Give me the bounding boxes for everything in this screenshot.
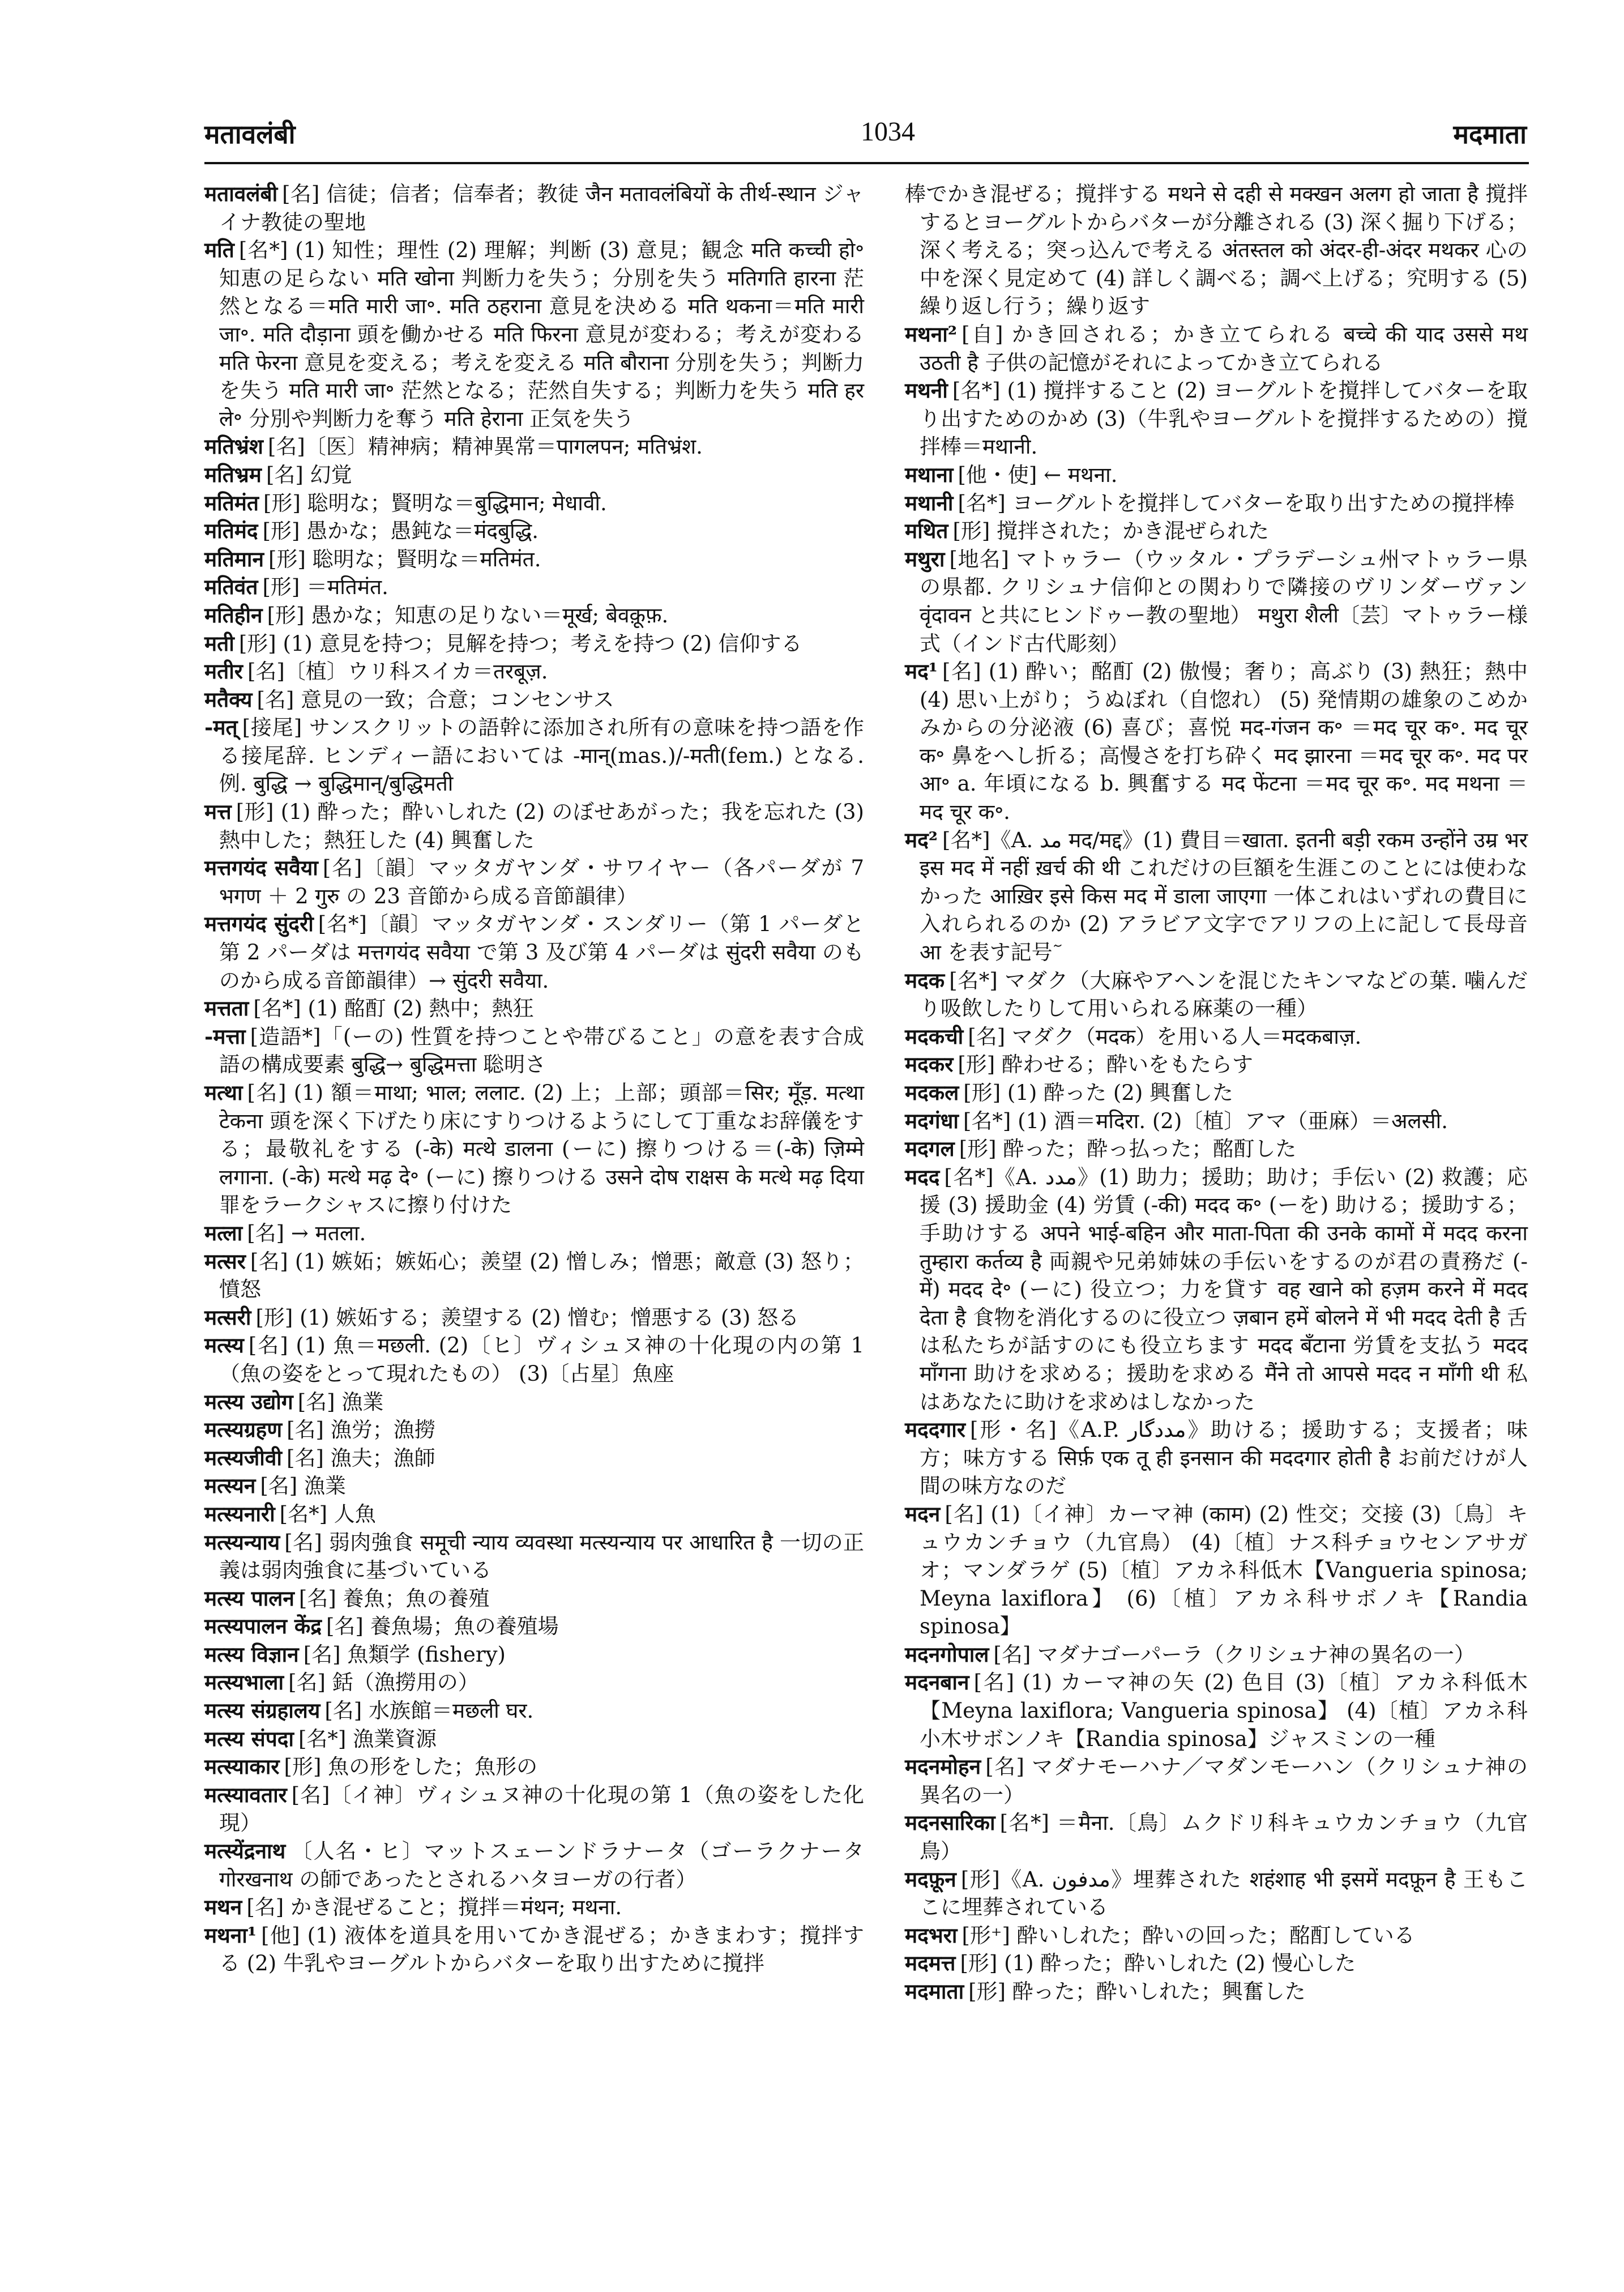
dictionary-entry: [905, 1866, 1528, 1922]
definition: [名]〔医〕精神病；精神異常＝पागलपन; मतिभ्रंश.: [267, 434, 703, 459]
headword: मदभरा: [905, 1922, 958, 1948]
dictionary-entry: [905, 1753, 1528, 1809]
definition: [名] (1) 酔い；酩酊 (2) 傲慢；奢り；高ぶり (3) 熱狂；熱中 (4) 思い上がり；うぬぼれ（自惚れ） (5) 発情期の雄象のこめかみからの分泌液 (6) 喜び；喜悦 मद-गंजन क॰ ＝मद चूर क॰. मद चूर क॰ 鼻をへし折る；高慢さを打ち砕く मद झारना ＝मद चूर क॰. मद पर आ॰ a. 年頃になる b. 興奮する मद फेंटना ＝मद चूर क॰. मद मथना ＝मद चूर क॰.: [920, 659, 1528, 825]
definition: [名] 漁労；漁撈: [287, 1418, 435, 1442]
definition: [名] 信徒；信者；信奉者；教徒 जैन मतावलंबियों के तीर्थ-स्थान ジャイナ教徒の聖地: [219, 182, 864, 234]
header-guide-word-right: मदमाता: [1453, 119, 1527, 150]
dictionary-entry: [204, 1529, 864, 1585]
dictionary-entry: [905, 1163, 1528, 1416]
dictionary-entry: [204, 517, 864, 545]
headword: मदगल: [905, 1136, 955, 1162]
dictionary-entry: [905, 321, 1528, 377]
definition: [名] (1) 額＝माथा; भाल; ललाट. (2) 上；上部；頭部＝सिर; मूँड़. मत्था टेकना 頭を深く下げたり床にすりつけるようにして丁重なお辞儀をする；最敬礼をする (-के) मत्थे डालना (ーに) 擦りつける＝(-के) ज़िम्मे लगाना. (-के) मत्थे मढ़ दे॰ (ーに) 擦りつける उसने दोष राक्षस के मत्थे मढ़ दिया 罪をラークシャスに擦り付けた: [219, 1081, 864, 1218]
dictionary-entry: [204, 1023, 864, 1079]
headword: मत्सरी: [204, 1304, 251, 1330]
dictionary-entry: [905, 1051, 1528, 1079]
headword: मद¹: [905, 659, 938, 684]
headword: मत्ला: [204, 1220, 243, 1245]
dictionary-entry: [204, 910, 864, 995]
definition: [名] (1) 魚＝मछली. (2)〔ヒ〕ヴィシュヌ神の十化現の内の第 1（魚の姿をとって現れたもの） (3)〔占星〕魚座: [219, 1333, 864, 1386]
dictionary-entry: [905, 517, 1528, 545]
headword: मत्था: [204, 1080, 243, 1105]
definition: [形]《A. مدفون》埋葬された शहंशाह भी इसमें मदफ़ून है 王もここに埋葬されている: [920, 1867, 1528, 1920]
definition: [形・名]《A.P. مددگار》助ける；援助する；支援者；味方；味方する सिर्फ़ एक तू ही इनसान की मददगार होती है お前だけが人間の味方なのだ: [920, 1418, 1528, 1499]
definition: [形] 聡明な；賢明な＝मतिमंत.: [268, 547, 541, 571]
definition: [形] 撹拌された；かき混ぜられた: [952, 519, 1270, 544]
headword: मतिवंत: [204, 574, 258, 600]
headword: मदनमोहन: [905, 1754, 981, 1779]
headword: मत्तगयंद सुंदरी: [204, 911, 314, 937]
dictionary-entry: [204, 180, 864, 236]
definition: [名] → मतला.: [247, 1220, 366, 1245]
dictionary-entry: [905, 1641, 1528, 1669]
left-column: [204, 180, 864, 1978]
headword: मददगार: [905, 1417, 965, 1442]
definition: [名*]〔韻〕マッタガヤンダ・スンダリー（第 1 パーダと第 2 パーダは मत्तगयंद सवैया で第 3 及び第 4 パーダは सुंदरी सवैया のものから成る音節韻律）→ सुंदरी सवैया.: [219, 912, 864, 993]
headword: मतीर: [204, 659, 243, 684]
dictionary-entry: [905, 1500, 1528, 1641]
headword: मथना²: [905, 321, 958, 347]
dictionary-entry: [204, 995, 864, 1023]
headword: मतिभ्रंश: [204, 434, 263, 459]
header-rule: [204, 162, 1529, 164]
definition: [形] (1) 酔った (2) 興奮した: [963, 1081, 1234, 1105]
definition: [名*] (1) 酩酊 (2) 熱中；熱狂: [253, 996, 534, 1021]
headword: मथनी: [905, 378, 948, 403]
headword: मत्सर: [204, 1248, 246, 1274]
headword: मत्स्य उद्योग: [204, 1389, 293, 1414]
page-number: 1034: [861, 117, 915, 147]
definition: [名] 意見の一致；合意；コンセンサス: [257, 687, 614, 712]
dictionary-entry: [204, 1416, 864, 1444]
definition: [名*] 漁業資源: [298, 1726, 437, 1751]
dictionary-entry: [204, 1725, 864, 1753]
dictionary-entry: [204, 1668, 864, 1697]
definition: [名] 養魚；魚の養殖: [298, 1586, 490, 1611]
dictionary-entry: [905, 967, 1528, 1023]
definition: [名] 幻覚: [266, 462, 352, 487]
headword: मदनगोपाल: [905, 1641, 989, 1667]
definition: 〔人名・ヒ〕マットスェーンドラナータ（ゴーラクナータ गोरखनाथ の師であったとされるハタヨーガの行者）: [219, 1839, 864, 1892]
headword: मत्स्य संपदा: [204, 1726, 294, 1751]
headword: मतिमंत: [204, 490, 259, 515]
headword: मत्स्य विज्ञान: [204, 1641, 299, 1667]
definition: [名] マダナゴーパーラ（クリシュナ神の異名の一）: [993, 1642, 1475, 1667]
headword: मत्स्यपालन केंद्र: [204, 1614, 322, 1639]
dictionary-entry: [905, 180, 1528, 321]
definition: [名]〔韻〕マッタガヤンダ・サワイヤー（各パーダが 7 भगण ＋ 2 गुरु の 23 音節から成る音節韻律）: [219, 856, 865, 908]
headword: मदनसारिका: [905, 1810, 995, 1836]
definition: [名] 銛（漁撈用の）: [288, 1670, 479, 1695]
dictionary-entry: [905, 545, 1528, 658]
dictionary-entry: [204, 686, 864, 714]
definition: [形] (1) 意見を持つ；見解を持つ；考えを持つ (2) 信仰する: [238, 631, 802, 656]
headword: मथानी: [905, 490, 954, 515]
headword: मतिमंद: [204, 518, 258, 544]
definition: [接尾] サンスクリットの語幹に添加され所有の意味を持つ語を作る接尾辞. ヒンディー語においては -मान्(mas.)/-मती(fem.) となる. 例. बुद्धि → बुद्धिमान्/बुद्धिमती: [219, 715, 864, 796]
headword: मत्स्येंद्रनाथ: [204, 1838, 286, 1864]
dictionary-entry: [204, 658, 864, 686]
dictionary-entry: [204, 854, 864, 910]
dictionary-entry: [204, 1612, 864, 1641]
headword: मत्तता: [204, 996, 249, 1021]
definition: [形] 愚かな；愚鈍な＝मंदबुद्धि.: [262, 519, 539, 544]
headword: मत्स्याकार: [204, 1754, 280, 1779]
definition: [形] 酔った；酔っ払った；酩酊した: [959, 1137, 1297, 1162]
headword: मथुरा: [905, 546, 945, 571]
headword: मत्स्य: [204, 1333, 244, 1358]
headword: मत्स्यग्रहण: [204, 1417, 283, 1442]
dictionary-entry: [204, 545, 864, 574]
headword: मत्स्य संग्रहालय: [204, 1698, 320, 1723]
definition: [名] (1) カーマ神の矢 (2) 色目 (3)〔植〕アカネ科低木【Meyna laxiflora; Vangueria spinosa】 (4)〔植〕アカネ科小木サボンノキ【Randia spinosa】ジャスミンの一種: [920, 1670, 1528, 1751]
headword: मत्स्यभाला: [204, 1670, 284, 1695]
dictionary-entry: [905, 377, 1528, 461]
definition: [名] (1)〔イ神〕カーマ神 (काम) (2) 性交；交接 (3)〔鳥〕キュウカンチョウ（九官鳥） (4)〔植〕ナス科チョウセンアサガオ；マンダラゲ (5)〔植〕アカネ科低木【Vangueria spinosa; Meyna laxiflora】 (6)〔植〕アカネ科サボノキ【Randia spinosa】: [920, 1501, 1528, 1639]
headword: मद²: [905, 827, 938, 852]
headword: मदगंधा: [905, 1108, 959, 1133]
definition: [名*]《A. مدد》(1) 助力；援助；助け；手伝い (2) 救護；応援 (3) 援助金 (4) 労賃 (-की) मदद क॰ (ーを) 助ける；援助する；手助けする अपने भाई-बहिन और माता-पिता की उनके कामों में मदद करना तुम्हारा कर्तव्य है 両親や兄弟姉妹の手伝いをするのが君の責務だ (-में) मदद दे॰ (ーに) 役立つ；力を貸す वह खाने को हज़म करने में मदद देता है 食物を消化するのに役立つ ज़बान हमें बोलने में भी मदद देती है 舌は私たちが話すのにも役立ちます मदद बँटाना 労賃を支払う मदद माँगना 助けを求める；援助を求める मैंने तो आपसे मदद न माँगी थी 私はあなたに助けを求めはしなかった: [920, 1164, 1528, 1414]
definition: 棒でかき混ぜる；撹拌する मथने से दही से मक्खन अलग हो जाता है 撹拌するとヨーグルトからバターが分離される (3) 深く掘り下げる；深く考える；突っ込んで考える अंतस्तल को अंदर-ही-अंदर मथकर 心の中を深く見定めて (4) 詳しく調べる；調べ上げる；究明する (5) 繰り返し行う；繰り返す: [905, 182, 1528, 319]
definition: [名] マダナモーハナ／マダンモーハン（クリシュナ神の異名の一）: [920, 1755, 1528, 1807]
headword: मदद: [905, 1164, 940, 1189]
dictionary-entry: [204, 1585, 864, 1613]
definition: [名*] マダク（大麻やアヘンを混じたキンマなどの葉. 噛んだり吸飲したりして用いられる麻薬の一種）: [920, 968, 1528, 1021]
dictionary-entry: [204, 1753, 864, 1781]
header-guide-word-left: मतावलंबी: [204, 119, 296, 150]
dictionary-entry: [204, 1697, 864, 1725]
headword: मदकल: [905, 1080, 959, 1105]
definition: [名*] ＝मैना.〔鳥〕ムクドリ科キュウカンチョウ（九官鳥）: [920, 1811, 1528, 1864]
headword: मदमाता: [905, 1979, 964, 2004]
definition: [地名] マトゥラー（ウッタル・プラデーシュ州マトゥラー県の県都. クリシュナ信仰との関わりで隣接のヴリンダーヴァン वृंदावन と共にヒンドゥー教の聖地） मथुरा शैली〔芸〕マトゥラー様式（インド古代彫刻）: [920, 547, 1528, 656]
definition: [名*] ヨーグルトを撹拌してバターを取り出すための撹拌棒: [958, 490, 1515, 515]
headword: मदन: [905, 1501, 941, 1526]
headword: मत्त: [204, 799, 232, 825]
dictionary-entry: [204, 1304, 864, 1332]
definition: [名*] (1) 撹拌すること (2) ヨーグルトを撹拌してバターを取り出すためのかめ (3)（牛乳やヨーグルトを撹拌するための）撹拌棒＝मथानी.: [920, 378, 1528, 459]
headword: मदकची: [905, 1023, 964, 1049]
dictionary-entry: [905, 826, 1528, 967]
dictionary-entry: [905, 1079, 1528, 1107]
definition: [名] (1) 嫉妬；嫉妬心；羨望 (2) 憎しみ；憎悪；敵意 (3) 怒り；憤怒: [219, 1249, 864, 1302]
dictionary-entry: [204, 601, 864, 630]
headword: मदफ़ून: [905, 1866, 956, 1892]
definition: [形] 酔った；酔いしれた；興奮した: [968, 1979, 1306, 2004]
headword: मति: [204, 237, 234, 263]
definition: [名] 魚類学 (fishery): [303, 1642, 506, 1667]
dictionary-entry: [204, 1388, 864, 1416]
dictionary-entry: [204, 1641, 864, 1669]
headword: मदमत्त: [905, 1950, 956, 1976]
dictionary-entry: [905, 489, 1528, 518]
headword: मत्स्यन्याय: [204, 1529, 280, 1555]
headword: मतैक्य: [204, 686, 253, 712]
dictionary-entry: [204, 489, 864, 518]
dictionary-entry: [905, 1809, 1528, 1865]
headword: मथन: [204, 1894, 242, 1920]
dictionary-entry: [204, 1837, 864, 1893]
headword: मदक: [905, 967, 945, 993]
dictionary-entry: [204, 1331, 864, 1388]
headword: मत्स्यन: [204, 1473, 256, 1499]
headword: मत्स्यजीवी: [204, 1445, 283, 1470]
definition: [形⁺] 酔いしれた；酔いの回った；酩酊している: [961, 1923, 1415, 1948]
dictionary-entry: [905, 1023, 1528, 1051]
headword: मतिहीन: [204, 602, 263, 628]
headword: मथाना: [905, 462, 954, 487]
dictionary-entry: [204, 1893, 864, 1922]
definition: [形] 魚の形をした；魚形の: [284, 1755, 538, 1779]
dictionary-entry: [905, 658, 1528, 826]
definition: [名] 漁夫；漁師: [287, 1445, 435, 1470]
dictionary-entry: [204, 798, 864, 854]
dictionary-entry: [204, 1444, 864, 1472]
dictionary-entry: [204, 1781, 864, 1837]
dictionary-entry: [204, 1219, 864, 1248]
dictionary-entry: [905, 1668, 1528, 1753]
definition: [形] 酔わせる；酔いをもたらす: [958, 1052, 1253, 1077]
definition: [形] 聡明な；賢明な＝बुद्धिमान; मेधावी.: [263, 490, 607, 515]
dictionary-entry: [204, 1500, 864, 1529]
headword: मथना¹: [204, 1922, 257, 1948]
headword: मत्स्य पालन: [204, 1585, 294, 1611]
definition: [名]〔植〕ウリ科スイカ＝तरबूज़.: [247, 659, 548, 684]
headword: -मत्ता: [204, 1023, 246, 1049]
dictionary-entry: [905, 1135, 1528, 1163]
definition: [名*]《A. مد मद/मद्द》(1) 費目＝खाता. इतनी बड़ी रकम उन्होंने उम्र भर इस मद में नहीं ख़र्च की थी これだけの巨額を生涯このことには使わなかった आख़िर इसे किस मद में डाला जाएगा 一体これはいずれの費目に入れられるのか (2) アラビア文字でアリフの上に記して長母音 आ を表す記号 ٓ: [920, 827, 1528, 965]
definition: [他・使] ← मथना.: [958, 462, 1118, 487]
definition: [名*] (1) 酒＝मदिरा. (2)〔植〕アマ（亜麻）＝अलसी.: [963, 1108, 1448, 1133]
headword: मतावलंबी: [204, 181, 278, 206]
headword: मथित: [905, 518, 948, 544]
definition: [自] かき回される；かき立てられる बच्चे की याद उससे मथ उठती है 子供の記憶がそれによってかき立てられる: [920, 322, 1528, 375]
definition: [名] 弱肉強食 समूची न्याय व्यवस्था मत्स्यन्याय पर आधारित है 一切の正義は弱肉強食に基づいている: [219, 1530, 864, 1583]
dictionary-entry: [204, 1922, 864, 1978]
dictionary-entry: [905, 1416, 1528, 1500]
headword: मत्स्यावतार: [204, 1782, 287, 1807]
dictionary-entry: [204, 433, 864, 461]
definition: [形] 愚かな；知恵の足りない＝मूर्ख; बेवक़ूफ़.: [267, 603, 669, 628]
definition: [形] (1) 酔った；酔いしれた (2) 慢心した: [960, 1951, 1356, 1976]
definition: [名] 漁業: [260, 1474, 346, 1499]
headword: मत्स्यनारी: [204, 1501, 275, 1526]
dictionary-entry: [204, 573, 864, 601]
definition: [名] かき混ぜること；撹拌＝मंथन; मथना.: [246, 1895, 622, 1920]
dictionary-entry: [905, 1949, 1528, 1978]
dictionary-entry: [204, 1472, 864, 1500]
headword: -मत्: [204, 715, 238, 740]
dictionary-entry: [204, 1079, 864, 1219]
headword: मतिमान: [204, 546, 264, 571]
definition: [名]〔イ神〕ヴィシュヌ神の十化現の第 1（魚の姿をした化現）: [219, 1782, 864, 1836]
dictionary-entry: [905, 461, 1528, 489]
definition: [名] 漁業: [297, 1389, 384, 1414]
definition: [名] マダク（मदक）を用いる人＝मदकबाज़.: [968, 1024, 1362, 1049]
definition: [名] 養魚場；魚の養殖場: [326, 1614, 559, 1639]
definition: [名*] 人魚: [279, 1501, 376, 1526]
headword: मदनबान: [905, 1670, 969, 1695]
dictionary-entry: [204, 461, 864, 489]
definition: [名*] (1) 知性；理性 (2) 理解；判断 (3) 意見；観念 मति कच्ची हो॰ 知恵の足らない मति खोना 判断力を失う；分別を失う मतिगति हारना 茫然となる＝मति मारी जा॰. मति ठहराना 意見を決める मति थकना＝मति मारी जा॰. मति दौड़ाना 頭を働かせる मति फिरना 意見が変わる；考えが変わる मति फेरना 意見を変える；考えを変える मति बौराना 分別を失う；判断力を失う मति मारी जा॰ 茫然となる；茫然自失する；判断力を失う मति हर ले॰ 分別や判断力を奪う मति हेराना 正気を失う: [219, 238, 864, 431]
headword: मतिभ्रम: [204, 462, 262, 487]
dictionary-entry: [905, 1107, 1528, 1136]
headword: मदकर: [905, 1052, 954, 1077]
definition: [名] 水族館＝मछली घर.: [324, 1698, 534, 1723]
dictionary-entry: [204, 714, 864, 798]
headword: मत्तगयंद सवैया: [204, 855, 318, 881]
definition: [形] (1) 酔った；酔いしれた (2) のぼせあがった；我を忘れた (3) 熱中した；熱狂した (4) 興奮した: [219, 800, 864, 852]
dictionary-entry: [204, 236, 864, 433]
dictionary-entry: [905, 1978, 1528, 2006]
headword: मती: [204, 630, 234, 656]
definition: [造語*]「(ーの) 性質を持つことや帯びること」の意を表す合成語の構成要素 बुद्धि→ बुद्धिमत्ता 聡明さ: [219, 1024, 864, 1077]
right-column: [905, 180, 1528, 2006]
definition: [形] ＝मतिमंत.: [262, 575, 388, 600]
definition: [他] (1) 液体を道具を用いてかき混ぜる；かきまわす；撹拌する (2) 牛乳やヨーグルトからバターを取り出すために撹拌: [219, 1923, 864, 1976]
dictionary-entry: [204, 1248, 864, 1304]
dictionary-entry: [905, 1922, 1528, 1950]
dictionary-entry: [204, 630, 864, 658]
definition: [形] (1) 嫉妬する；羨望する (2) 憎む；憎悪する (3) 怒る: [255, 1305, 800, 1330]
